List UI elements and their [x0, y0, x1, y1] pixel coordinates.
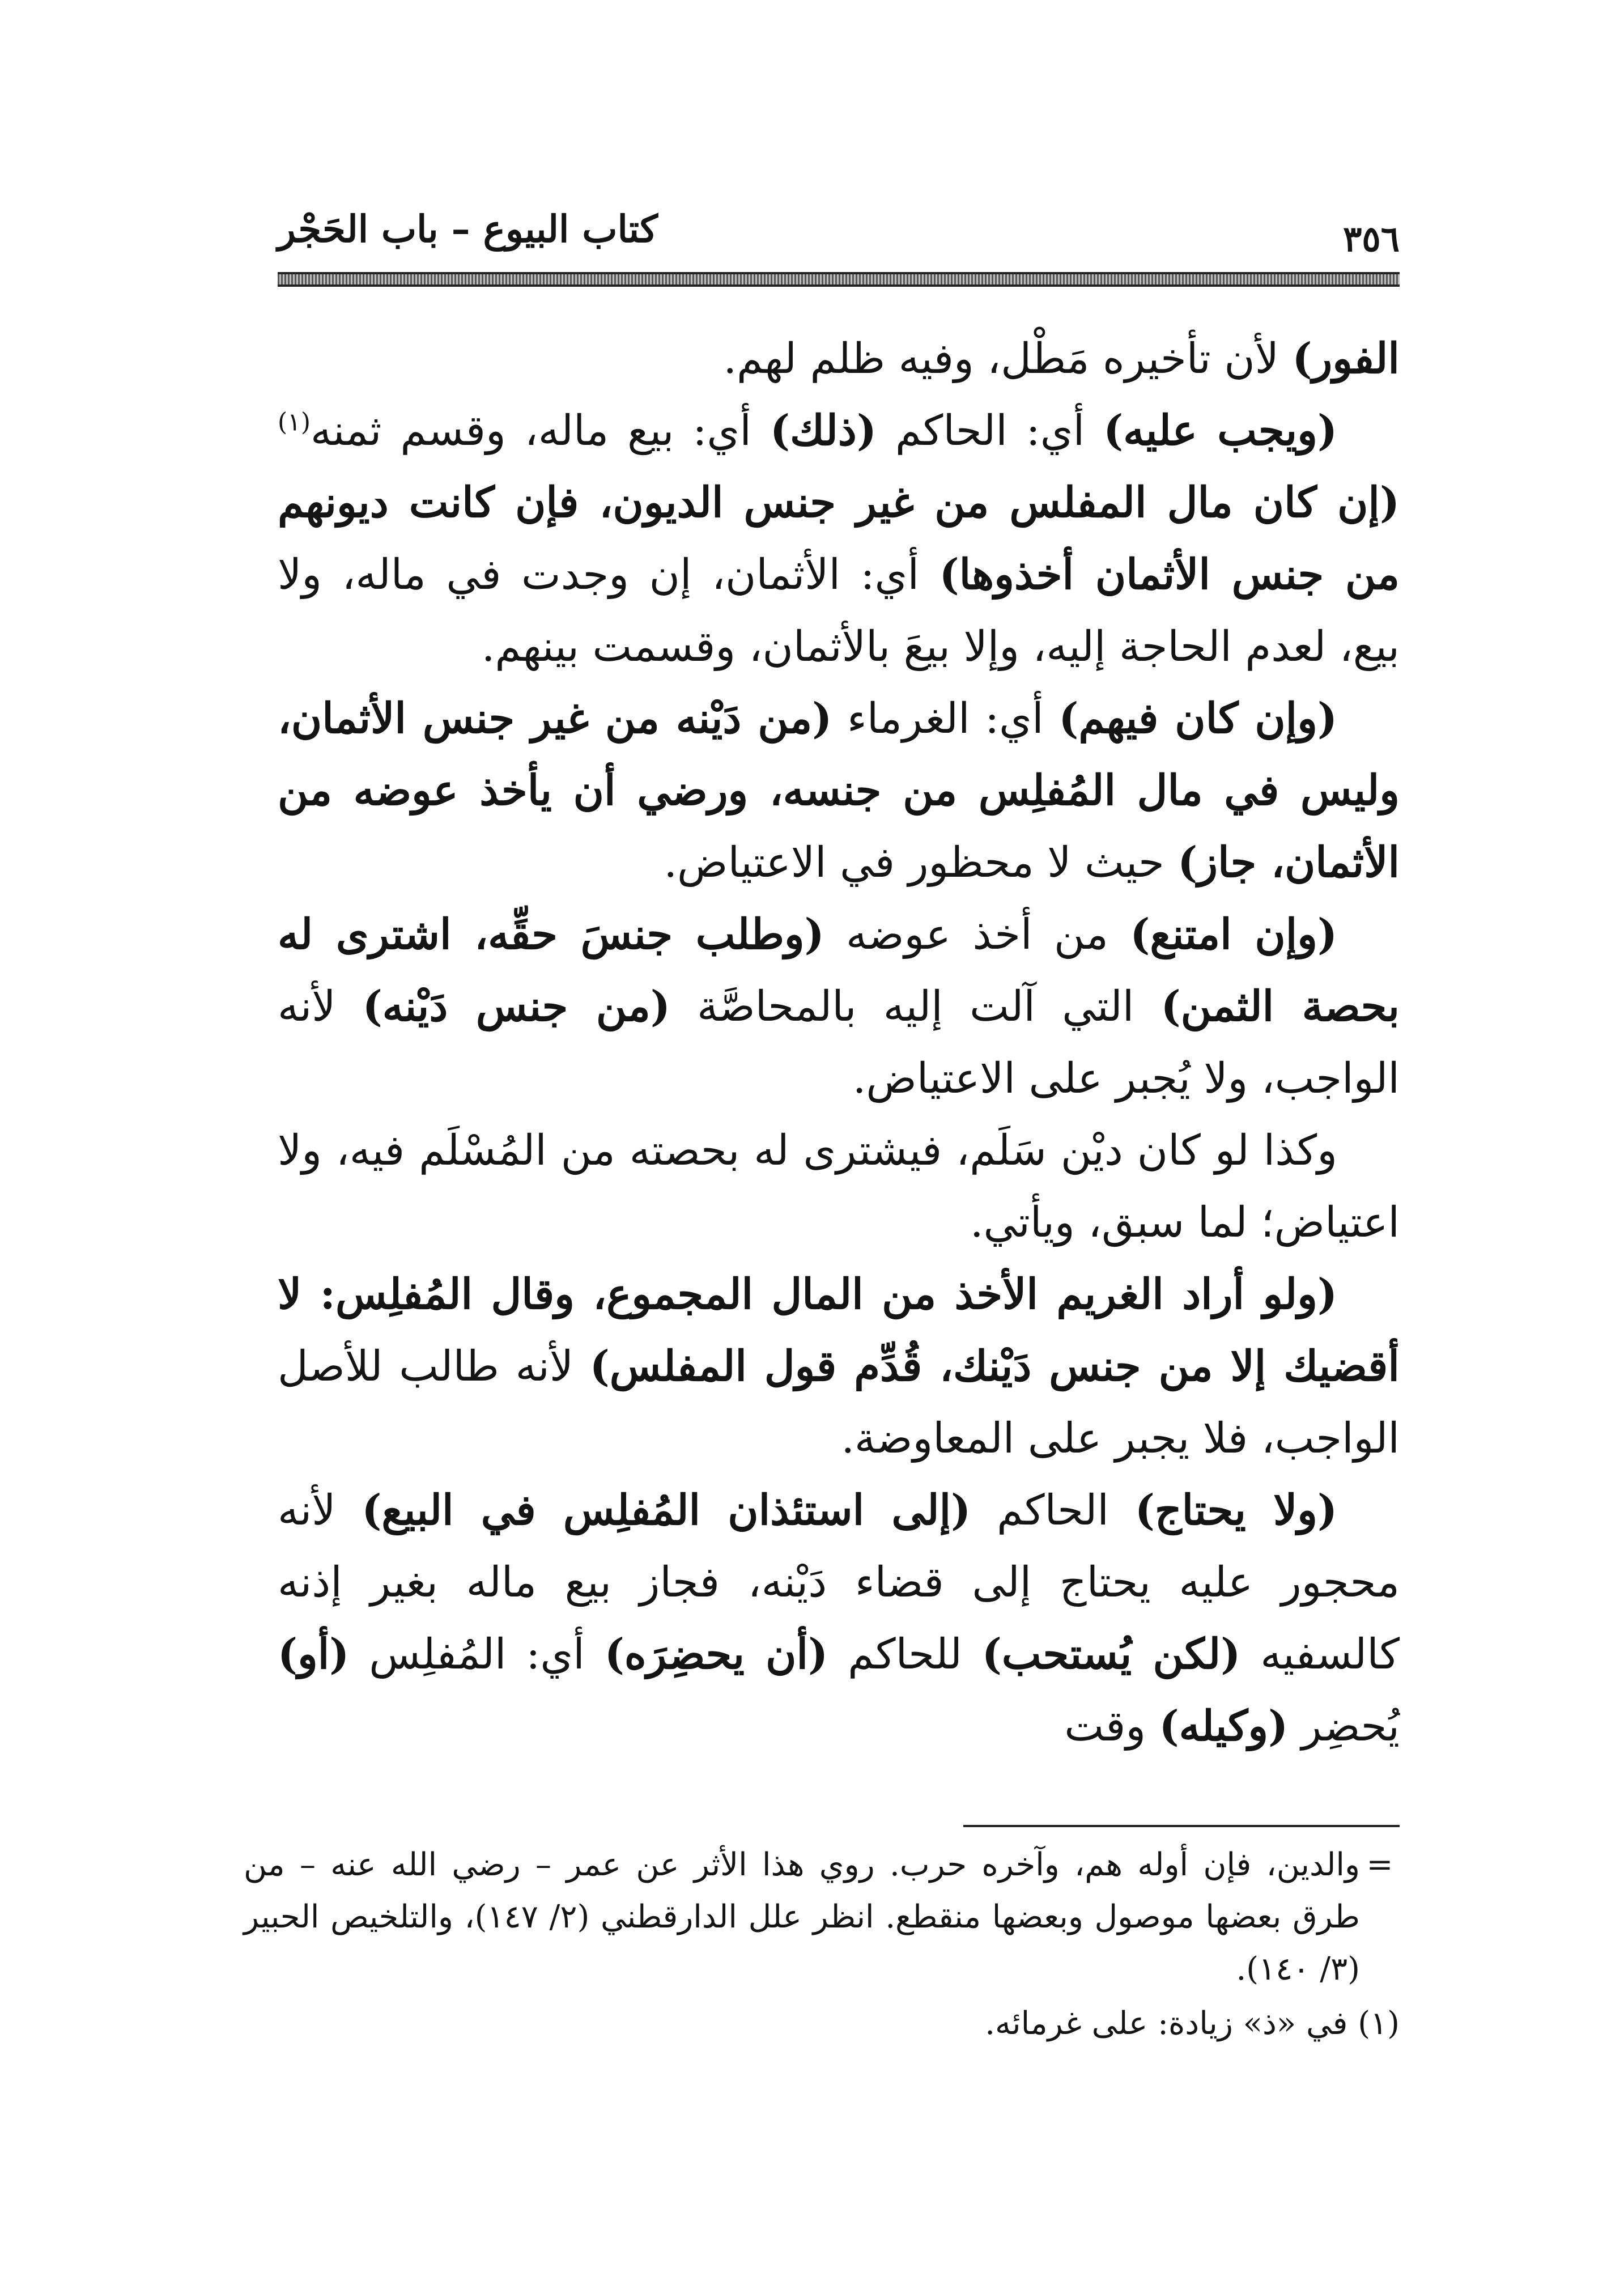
- continuation-mark: =: [1366, 1846, 1393, 1883]
- paragraph-5: [278, 1115, 1400, 1259]
- sharh-text: لأنه طالب للأصل الواجب، فلا يجبر على المعاوضة.: [278, 1342, 1400, 1463]
- sharh-text: وقت: [1064, 1702, 1159, 1751]
- sharh-text: وكذا لو كان ديْن سَلَم، فيشترى له بحصته من المُسْلَم فيه، ولا اعتياض؛ لما سبق، ويأتي.: [278, 1126, 1400, 1247]
- matn-text: (إن كان مال المفلس من غير جنس الديون، فإن كانت ديونهم من جنس الأثمان أخذوها): [278, 478, 1400, 599]
- footnotes: [244, 1839, 1400, 2050]
- sharh-text: أي: المُفلِس: [349, 1630, 605, 1679]
- sharh-text: من أخذ عوضه: [824, 910, 1130, 959]
- footnote-continuation: [244, 1839, 1400, 1995]
- matn-text: (من دَيْنه من غير جنس الأثمان، وليس في مال المُفلِس من جنسه، ورضي أن يأخذ عوضه من الأثمان، جاز): [278, 694, 1400, 887]
- matn-text: الفور): [1292, 334, 1400, 383]
- matn-text: (إلى استئذان المُفلِس في البيع): [362, 1486, 971, 1535]
- paragraph-7: [278, 1475, 1400, 1763]
- matn-text: (أو): [278, 1630, 350, 1679]
- footnote-continuation-text: والدين، فإن أوله هم، وآخره حرب. روي هذا الأثر عن عمر – رضي الله عنه – من طرق بعضها موصول وبعضها منقطع. انظر علل الدارقطني (٢/ ١٤٧)، والتلخيص الحبير (٣/ ١٤٠).: [244, 1846, 1361, 1988]
- matn-text: (من جنس دَيْنه): [362, 982, 670, 1031]
- paragraph-3: [278, 683, 1400, 899]
- matn-text: (وكيله): [1159, 1702, 1289, 1751]
- matn-text: (ولو أراد الغريم الأخذ من المال المجموع، وقال المُفلِس: لا أقضيك إلا من جنس دَيْنك، قُدِّم قول المفلس): [278, 1270, 1400, 1391]
- sharh-text: أي: الغرماء: [832, 694, 1059, 743]
- matn-text: (ويجب عليه): [1103, 406, 1337, 455]
- footnote-1: (١) في «ذ» زيادة: على غرمائه.: [985, 2005, 1400, 2042]
- matn-text: (ذلك): [770, 406, 877, 455]
- sharh-text: أي: بيع ماله، وقسم ثمنه: [310, 406, 770, 455]
- sharh-text: لأنه الواجب، ولا يُجبر على الاعتياض.: [278, 982, 1400, 1103]
- page-number: ٣٥٦: [1343, 218, 1400, 260]
- footnote-separator: [963, 1825, 1400, 1827]
- sharh-text: لأنه محجور عليه يحتاج إلى قضاء دَيْنه، فجاز بيع ماله بغير إذنه كالسفيه: [278, 1486, 1400, 1679]
- sharh-text: يُحضِر: [1288, 1702, 1400, 1751]
- sharh-text: حيث لا محظور في الاعتياض.: [664, 838, 1178, 887]
- main-text: [278, 323, 1400, 1763]
- paragraph-6: [278, 1259, 1400, 1475]
- page-header: [278, 201, 1400, 275]
- matn-text: (ولا يحتاج): [1134, 1486, 1338, 1535]
- header-rule: [278, 272, 1400, 287]
- matn-text: (وطلب جنسَ حقِّه، اشترى له بحصة الثمن): [278, 910, 1400, 1031]
- sharh-text: لأن تأخيره مَطْل، وفيه ظلم لهم.: [723, 334, 1293, 383]
- matn-text: (وإن امتنع): [1130, 910, 1338, 959]
- matn-text: (أن يحضِرَه): [604, 1630, 828, 1679]
- matn-text: (وإن كان فيهم): [1058, 694, 1337, 743]
- sharh-text: الحاكم: [971, 1486, 1135, 1535]
- sharh-text: للحاكم: [828, 1630, 982, 1679]
- paragraph-1: [278, 323, 1400, 395]
- sharh-text: التي آلت إليه بالمحاصَّة: [670, 982, 1161, 1031]
- sharh-text: أي: الحاكم: [876, 406, 1104, 455]
- sharh-text: أي: الأثمان، إن وجدت في ماله، ولا بيع، لعدم الحاجة إليه، وإلا بيعَ بالأثمان، وقسمت بينهم.: [278, 550, 1400, 671]
- footnote-marker: (١): [278, 407, 311, 437]
- running-title: كتاب البيوع – باب الحَجْر: [278, 207, 658, 251]
- matn-text: (لكن يُستحب): [981, 1630, 1241, 1679]
- paragraph-2: [278, 395, 1400, 683]
- paragraph-4: [278, 899, 1400, 1115]
